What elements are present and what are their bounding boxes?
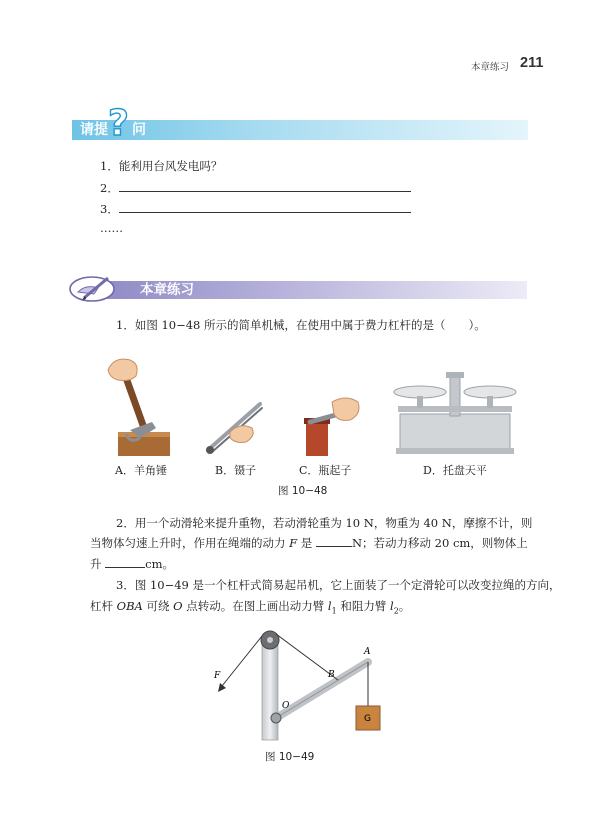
answer-blank[interactable] (119, 191, 411, 192)
arm-symbol-l1: l (327, 599, 332, 613)
ask-item-2-number: 2． (100, 181, 119, 195)
exercise-title: 本章练习 (140, 282, 194, 298)
tweezers-image (200, 398, 270, 458)
q1-text: 1．如图 10−48 所示的简单机械，在使用中属于费力杠杆的是（ ）。 (116, 318, 486, 332)
answer-blank[interactable] (119, 212, 411, 213)
lever-symbol-oba: OBA (116, 599, 143, 613)
pencil-notebook-icon (68, 272, 118, 304)
force-arrow (218, 683, 226, 692)
option-c-label: C．瓶起子 (299, 464, 352, 477)
q2-line2 (90, 534, 528, 553)
label-f: F (214, 671, 221, 681)
q2-line3-text-b: cm。 (145, 557, 175, 571)
option-b-label: B．镊子 (215, 464, 257, 477)
platform-balance-image (386, 370, 524, 456)
figure-caption-10-49: 图 10−49 (265, 751, 315, 763)
q2-line2-text-b: 是 (300, 536, 313, 550)
option-a-label: A．羊角锤 (115, 464, 167, 477)
option-d-label: D．托盘天平 (423, 464, 487, 477)
q3-line2-text-d: 和阻力臂 (340, 599, 387, 613)
question-mark-icon: ? (108, 103, 129, 144)
rope-to-f (222, 636, 262, 686)
force-symbol-f: F (289, 536, 298, 550)
page-number: 211 (520, 55, 544, 71)
answer-blank-distance[interactable] (105, 567, 145, 568)
running-header-section: 本章练习 (471, 62, 510, 73)
q2-line1: 2．用一个动滑轮来提升重物，若动滑轮重为 10 N，物重为 40 N，摩擦不计，则 (116, 516, 533, 530)
bottle-opener-image (296, 392, 366, 458)
arm-subscript-1: 1 (331, 606, 337, 616)
q3-line1: 3．图 10−49 是一个杠杆式简易起吊机，它上面装了一个定滑轮可以改变拉绳的方向， (116, 578, 561, 592)
label-g: G (364, 714, 371, 724)
figure-caption-10-48: 图 10−48 (278, 485, 328, 497)
q2-line2-text-c: N；若动力移动 20 cm，则物体上 (351, 536, 528, 550)
answer-blank-force[interactable] (316, 546, 352, 547)
ask-title-part1: 请提 (80, 122, 108, 138)
q2-line3 (90, 555, 174, 574)
ask-item-2 (100, 180, 411, 196)
claw-hammer-image (104, 352, 174, 457)
label-a: A (364, 647, 371, 657)
q2-line2-text-a: 当物体匀速上升时，作用在绳端的动力 (90, 536, 286, 550)
arm-subscript-2: 2 (393, 606, 399, 616)
ask-more: …… (100, 221, 123, 235)
ask-item-3 (100, 201, 411, 217)
q3-line2 (90, 597, 410, 620)
label-b: B (328, 670, 335, 680)
crane-diagram (200, 622, 400, 742)
arm-symbol-l2: l (390, 599, 394, 613)
crane-post (262, 640, 278, 740)
pivot-symbol-o: O (173, 599, 183, 613)
q3-line2-text-b: 可绕 (146, 599, 170, 613)
ask-item-3-number: 3． (100, 202, 119, 216)
label-o: O (282, 701, 290, 711)
q3-line2-text-e: 。 (398, 599, 411, 613)
q3-line2-text-a: 杠杆 (90, 599, 113, 613)
q2-line3-text-a: 升 (90, 557, 102, 571)
q3-line2-text-c: 点转动。在图上画出动力臂 (186, 599, 325, 613)
pivot-joint (271, 713, 281, 723)
ask-title-part2: 问 (132, 122, 146, 138)
ask-item-1: 1．能利用台风发电吗？ (100, 159, 223, 173)
